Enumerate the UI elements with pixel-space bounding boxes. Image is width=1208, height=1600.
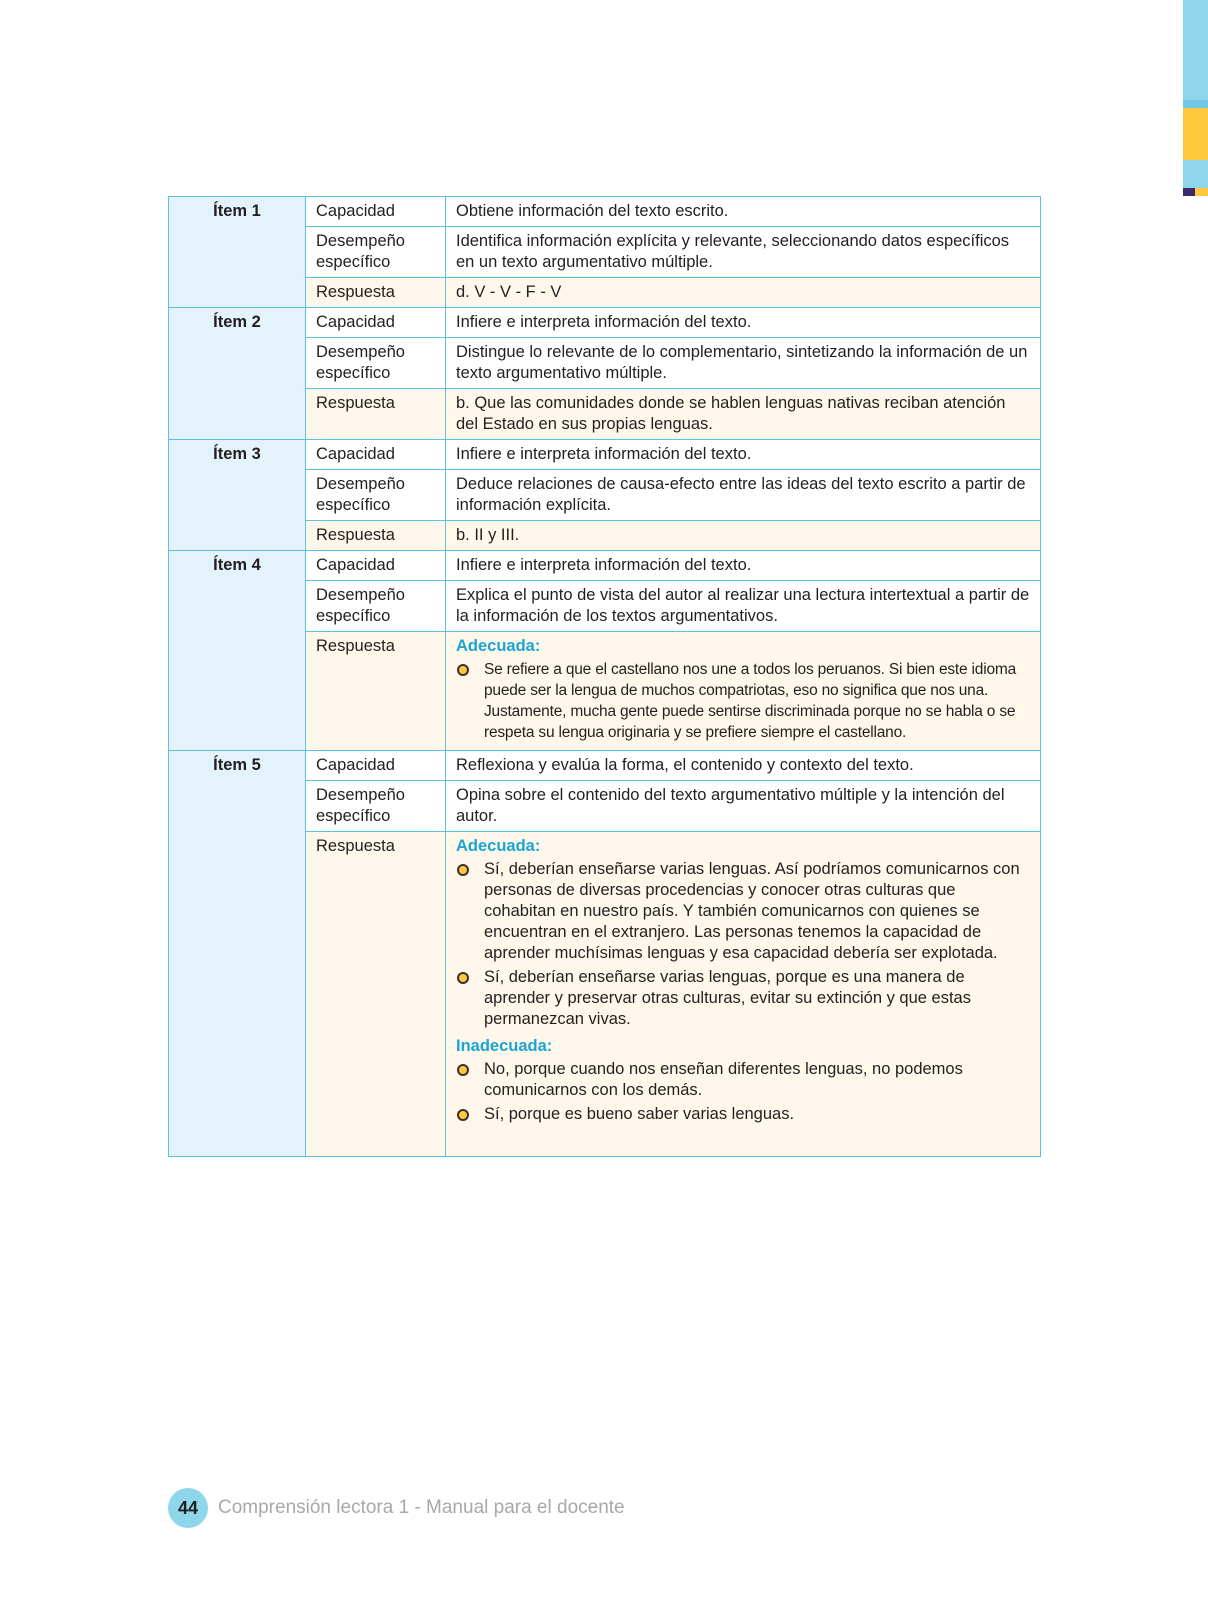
answer-text: Sí, deberían enseñarse varias lenguas. Así podríamos comunicarnos con personas de diversas procedencias y conocer otras culturas que cohabitan en nuestro país. Y también comunicarnos con quienes se encuentran en el extranjero. Las personas tenemos la capacidad de aprender muchísimas lenguas y esa capacidad debería ser explotada. (484, 860, 1020, 962)
list-item (456, 859, 1030, 964)
item-label: Ítem 4 (169, 551, 306, 751)
desempeno-label: Desempeño específico (306, 227, 446, 278)
answer-text: Sí, deberían enseñarse varias lenguas, porque es una manera de aprender y preservar otras culturas, evitar su extinción y que estas permanezcan vivas. (484, 968, 971, 1028)
table-row (169, 197, 1041, 227)
capacidad-value: Infiere e interpreta información del texto. (446, 440, 1041, 470)
answer-text: Se refiere a que el castellano nos une a todos los peruanos. Si bien este idioma puede ser la lengua de muchos compatriotas, eso no significa que nos una. Justamente, mucha gente puede sentirse discriminada porque no se habla o se respeta su lengua originaria y se prefiere siempre el castellano. (484, 661, 1017, 741)
bullet-icon (457, 1109, 469, 1121)
respuesta-label: Respuesta (306, 389, 446, 440)
respuesta-label: Respuesta (306, 521, 446, 551)
respuesta-value: b. II y III. (446, 521, 1041, 551)
edge-tab-purple (1183, 188, 1195, 196)
inadecuada-heading: Inadecuada: (456, 1037, 553, 1055)
inadecuada-list (456, 1059, 1030, 1125)
capacidad-label: Capacidad (306, 551, 446, 581)
respuesta-value: b. Que las comunidades donde se hablen lenguas nativas reciban atención del Estado en sus propias lenguas. (446, 389, 1041, 440)
capacidad-label: Capacidad (306, 197, 446, 227)
table-row (169, 751, 1041, 781)
adecuada-heading: Adecuada: (456, 837, 541, 855)
respuesta-label: Respuesta (306, 632, 446, 751)
adecuada-heading: Adecuada: (456, 637, 541, 655)
respuesta-value (446, 632, 1041, 751)
table-row (169, 308, 1041, 338)
respuesta-label: Respuesta (306, 278, 446, 308)
capacidad-value: Reflexiona y evalúa la forma, el contenido y contexto del texto. (446, 751, 1041, 781)
desempeno-label: Desempeño específico (306, 781, 446, 832)
desempeno-value: Identifica información explícita y relevante, seleccionando datos específicos en un texto argumentativo múltiple. (446, 227, 1041, 278)
respuesta-value: d. V - V - F - V (446, 278, 1041, 308)
page-footer (168, 1488, 625, 1528)
table-row (169, 440, 1041, 470)
respuesta-value (446, 832, 1041, 1157)
edge-tab-blue-stripe (1183, 100, 1208, 108)
adecuada-list (456, 859, 1030, 1030)
rubric-table (168, 196, 1041, 1157)
answer-text: No, porque cuando nos enseñan diferentes lenguas, no podemos comunicarnos con los demás. (484, 1060, 963, 1099)
footer-title: Comprensión lectora 1 - Manual para el docente (218, 1497, 625, 1518)
adecuada-list (456, 659, 1030, 743)
edge-tab-yellow-small (1195, 188, 1208, 196)
desempeno-value: Distingue lo relevante de lo complementario, sintetizando la información de un texto argumentativo múltiple. (446, 338, 1041, 389)
bullet-icon (457, 972, 469, 984)
desempeno-value: Opina sobre el contenido del texto argumentativo múltiple y la intención del autor. (446, 781, 1041, 832)
capacidad-label: Capacidad (306, 308, 446, 338)
desempeno-value: Deduce relaciones de causa-efecto entre las ideas del texto escrito a partir de información explícita. (446, 470, 1041, 521)
bullet-icon (457, 1064, 469, 1076)
respuesta-label: Respuesta (306, 832, 446, 1157)
answer-text: Sí, porque es bueno saber varias lenguas. (484, 1105, 795, 1123)
list-item (456, 659, 1030, 743)
desempeno-value: Explica el punto de vista del autor al realizar una lectura intertextual a partir de la información de los textos argumentativos. (446, 581, 1041, 632)
edge-tab-yellow (1183, 108, 1208, 160)
desempeno-label: Desempeño específico (306, 338, 446, 389)
desempeno-label: Desempeño específico (306, 581, 446, 632)
capacidad-value: Obtiene información del texto escrito. (446, 197, 1041, 227)
capacidad-value: Infiere e interpreta información del texto. (446, 551, 1041, 581)
list-item (456, 967, 1030, 1030)
bullet-icon (457, 864, 469, 876)
edge-tab-blue (1183, 0, 1208, 100)
item-label: Ítem 2 (169, 308, 306, 440)
edge-tab-blue-lower (1183, 160, 1208, 188)
table-row (169, 551, 1041, 581)
item-label: Ítem 1 (169, 197, 306, 308)
list-item (456, 1059, 1030, 1101)
capacidad-value: Infiere e interpreta información del texto. (446, 308, 1041, 338)
capacidad-label: Capacidad (306, 751, 446, 781)
desempeno-label: Desempeño específico (306, 470, 446, 521)
item-label: Ítem 3 (169, 440, 306, 551)
page-number-badge: 44 (168, 1488, 208, 1528)
bullet-icon (457, 664, 469, 676)
capacidad-label: Capacidad (306, 440, 446, 470)
item-label: Ítem 5 (169, 751, 306, 1157)
list-item (456, 1104, 1030, 1125)
